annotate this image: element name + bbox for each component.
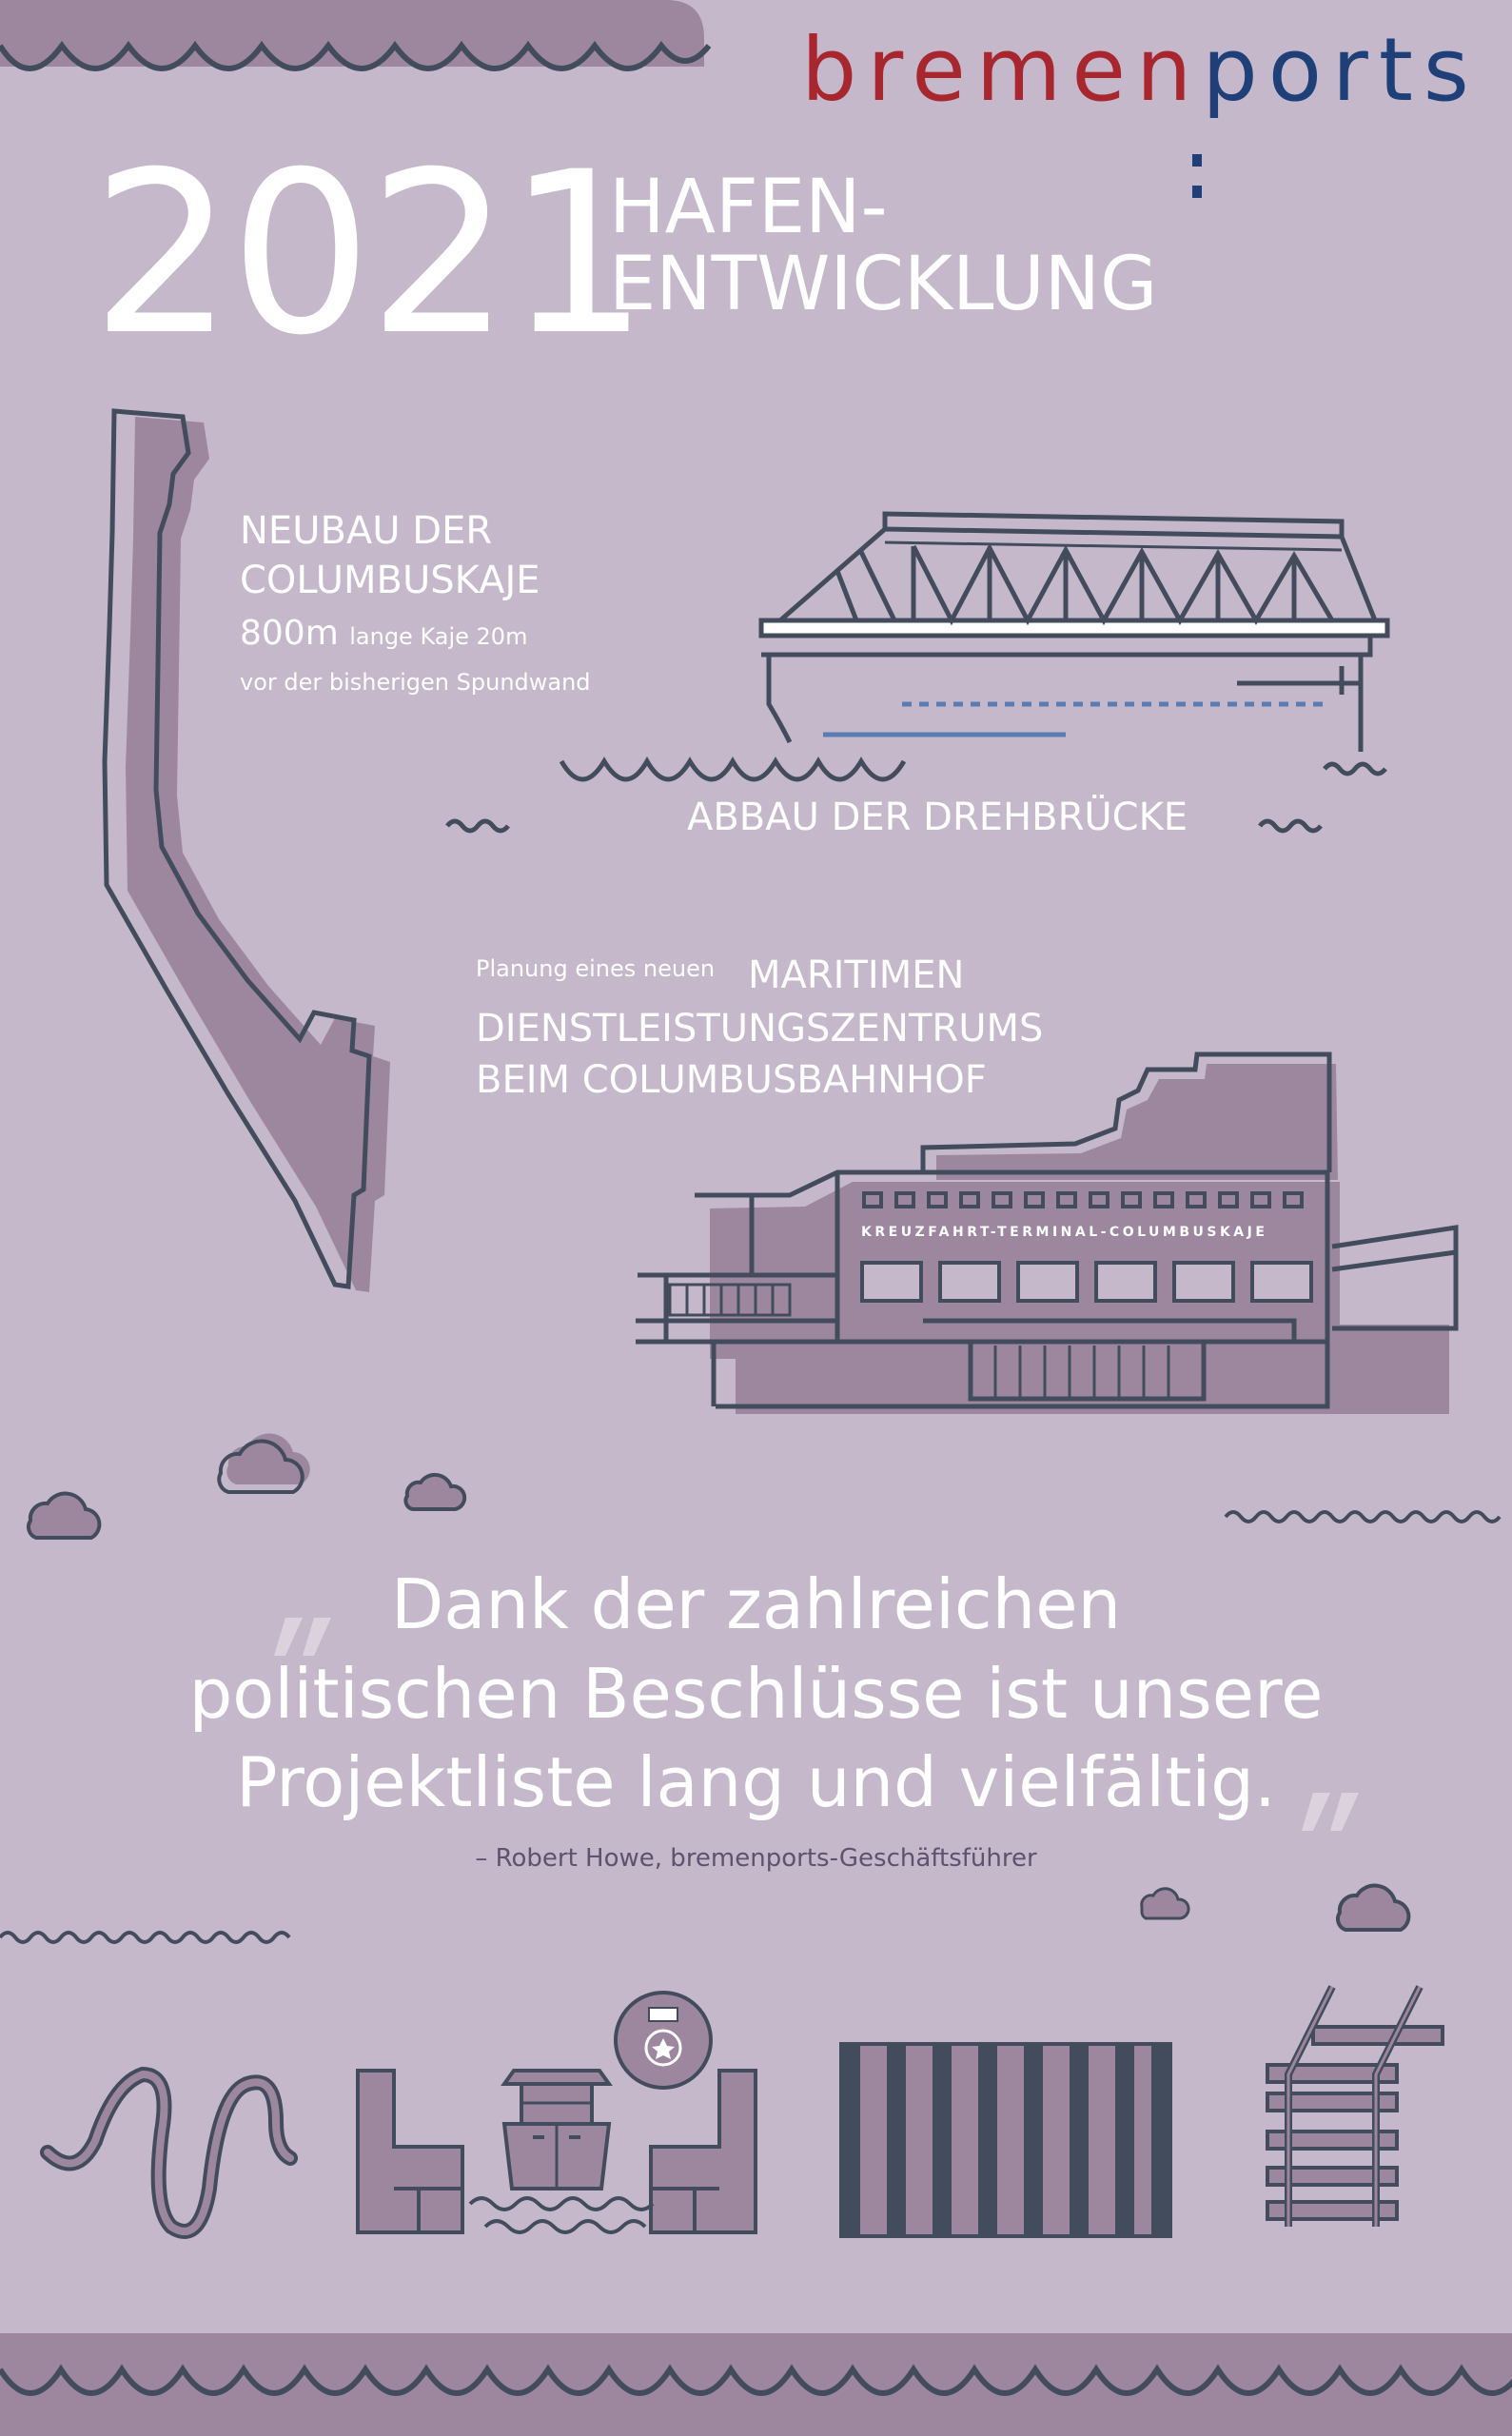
columbuskaje-title [240, 506, 540, 605]
pier-structure-icon [1267, 1987, 1443, 2227]
columbuskaje-length-note: lange Kaje 20m [349, 623, 528, 650]
columbuskaje-length [240, 614, 528, 653]
quote-line2: politischen Beschlüsse ist unsere [188, 1653, 1324, 1734]
brand-logo-part2: ports [1202, 19, 1480, 121]
brand-dots [1192, 154, 1202, 198]
service-center-line2: DIENSTLEISTUNGSZENTRUMS [476, 1007, 1044, 1051]
brand-logo-part1: bremen [801, 19, 1203, 121]
service-center-intro: Planung eines neuen [476, 955, 716, 982]
sheet-pile-wall-icon [841, 2044, 1170, 2236]
service-center-line3: BEIM COLUMBUSBAHNHOF [476, 1058, 987, 1102]
quote-attribution: – Robert Howe, bremenports-Geschäftsführer [475, 1844, 1037, 1873]
headline-line1: HAFEN- [609, 165, 888, 250]
service-center-line1: MARITIMEN [748, 953, 965, 997]
year-title: 2021 [91, 125, 646, 384]
columbuskaje-note: vor der bisherigen Spundwand [240, 669, 591, 696]
quote-line1: Dank der zahlreichen [390, 1564, 1122, 1644]
drehbruecke-illustration [761, 514, 1387, 752]
bridge-label: ABBAU DER DREHBRÜCKE [687, 796, 1188, 839]
quote-line3: Projektliste lang und vielfältig. [236, 1742, 1276, 1823]
headline-line2: ENTWICKLUNG [609, 242, 1158, 328]
brand-logo [801, 19, 1480, 121]
top-wave-band [0, 0, 709, 69]
bottom-wave-band [0, 2333, 1512, 2436]
columbuskaje-title-line2: COLUMBUSKAJE [240, 559, 540, 602]
terminal-sign: KREUZFAHRT-TERMINAL-COLUMBUSKAJE [861, 1225, 1268, 1240]
columbuskaje-length-value: 800m [240, 614, 339, 653]
columbuskaje-title-line1: NEUBAU DER [240, 509, 493, 553]
river-icon [48, 2074, 290, 2231]
quote-block [76, 1561, 1436, 1828]
harbour-ship-icon [358, 1993, 756, 2232]
headline [609, 165, 1158, 328]
